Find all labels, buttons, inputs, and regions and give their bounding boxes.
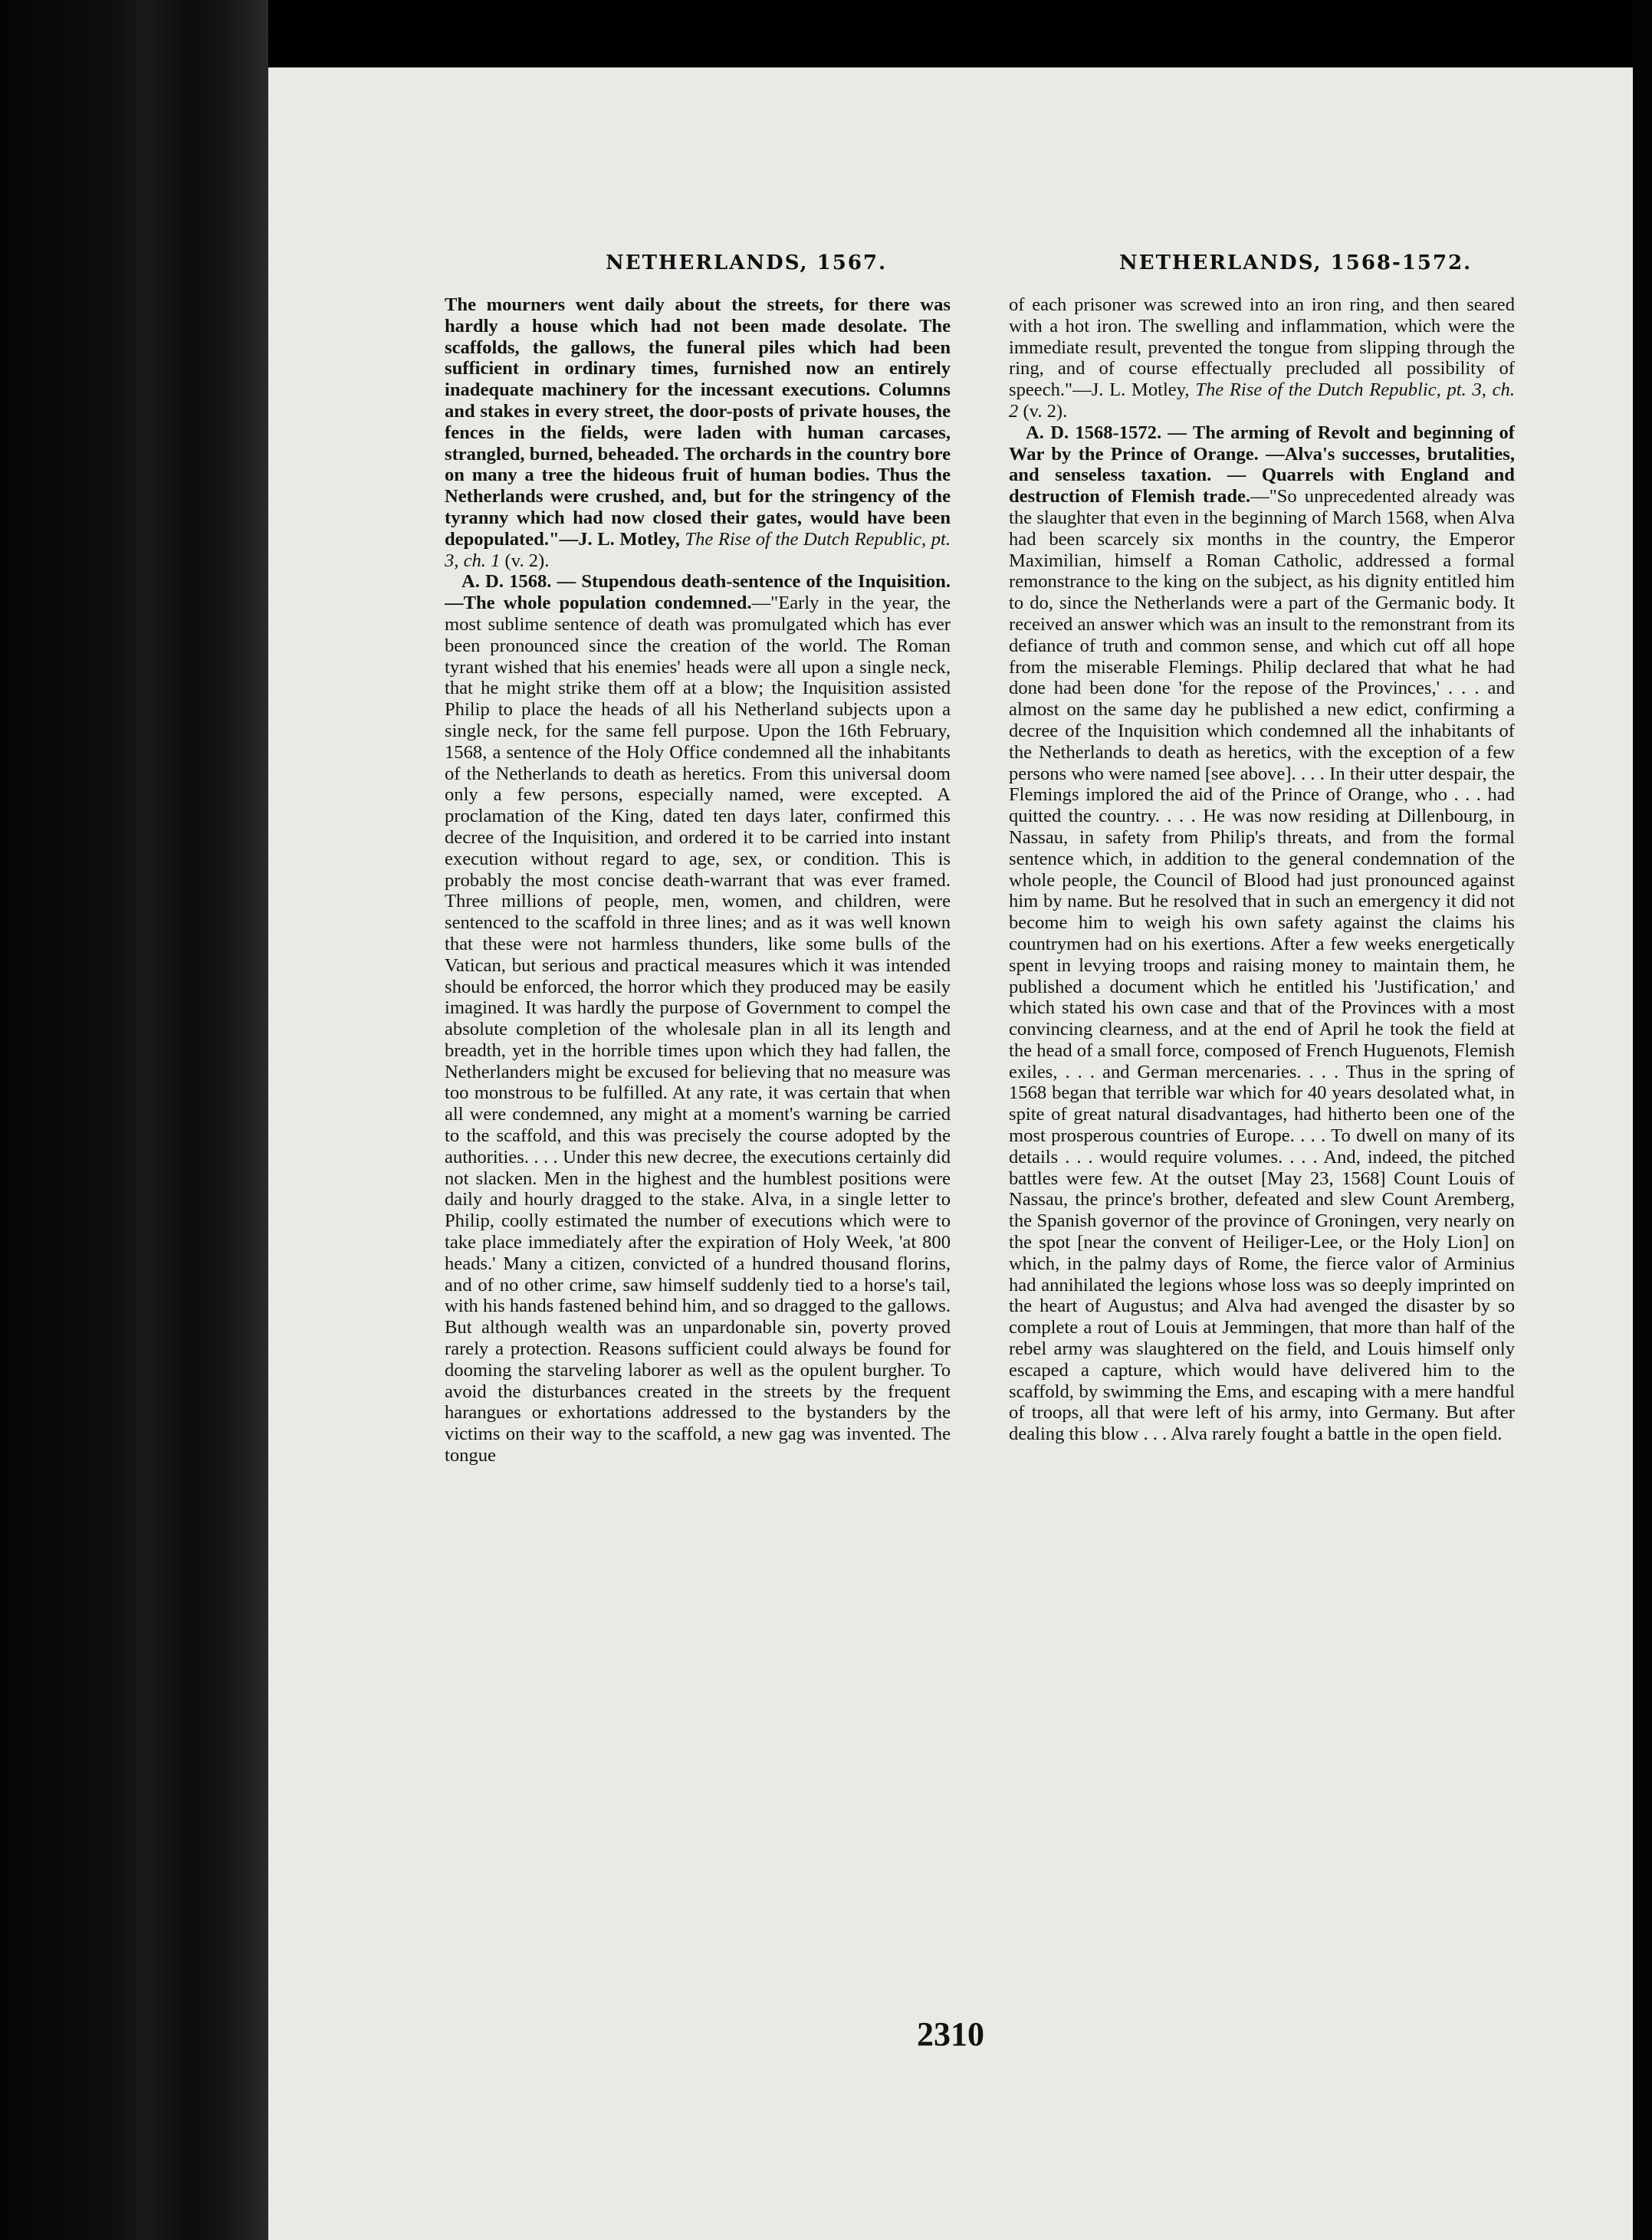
- entry-body: —"So unprecedented already was the slaughter that even in the beginning of March 1568, when Alva had been scarcely six months in the country, the Emperor Maximilian, himself a Roman Catholic, addressed a formal remonstrance to the king on the subject, as his dignity entitled him to do, since the Netherlands were a part of the Germanic body. It received an answer which was an insult to the remonstrant from its defiance of truth and common sense, and which cut off all hope from the miserable Flemings. Philip declared that what he had done had been done 'for the repose of the Provinces,' . . . and almost on the same day he published a new edict, confirming a decree of the Inquisition which condemned all the inhabitants of the Netherlands to death as heretics, with the exception of a few persons who were named [see above]. . . . In their utter despair, the Flemings implored the aid of the Prince of Orange, who . . . had quitted the country. . . . He was now residing at Dillenbourg, in Nassau, in safety from Philip's threats, and from the formal sentence which, in addition to the general condemnation of the whole people, the Council of Blood had just pronounced against him by name. But he resolved that in such an emergency it did not become him to weigh his own safety against the claims his countrymen had on his exertions. After a few weeks energetically spent in levying troops and raising money to maintain them, he published a document which he entitled his 'Justification,' and which stated his own case and that of the Provinces with a most convincing clearness, and at the end of April he took the field at the head of a small force, composed of French Huguenots, Flemish exiles, . . . and German mercenaries. . . . Thus in the spring of 1568 began that terrible war which for 40 years desolated what, in spite of great natural disadvantages, had hitherto been one of the most prosperous countries of Europe. . . . To dwell on many of its details . . . would require volumes. . . . And, indeed, the pitched battles were few. At the outset [May 23, 1568] Count Louis of Nassau, the prince's brother, defeated and slew Count Aremberg, the Spanish governor of the province of Groningen, very nearly on the spot [near the convent of Heiliger-Lee, or the Holy Lion] on which, in the palmy days of Rome, the fierce valor of Arminius had annihilated the legions whose loss was so deeply imprinted on the heart of Augustus; and Alva had avenged the disaster by so complete a rout of Louis at Jemmingen, that more than half of the rebel army was slaughtered on the field, and Louis himself only escaped a capture, which would have delivered him to the scaffold, by swimming the Ems, and escaping with a mere handful of troops, all that were left of his army, into Germany. But after dealing this blow . . . Alva rarely fought a battle in the open field.: [1009, 486, 1515, 1445]
- entry-paragraph: [445, 571, 951, 1466]
- entry-paragraph: [1009, 422, 1515, 1445]
- paragraph-continued: [445, 294, 951, 571]
- film-margin-right: [1633, 0, 1652, 2240]
- running-head-left: NETHERLANDS, 1567.: [606, 251, 888, 274]
- paragraph-text: The mourners went daily about the streets, for there was hardly a house which had not been made desolate. The scaffolds, the gallows, the funeral piles which had been sufficient in ordinary times, furnished now an entirely inadequate machinery for the incessant executions. Columns and stakes in every street, the door-posts of private houses, the fences in the fields, were laden with human carcases, strangled, burned, beheaded. The orchards in the country bore on many a tree the hideous fruit of human bodies. Thus the Netherlands were crushed, and, but for the stringency of the tyranny which had now closed their gates, would have been depopulated."—J. L. Motley,: [445, 294, 951, 550]
- paragraph-text: of each prisoner was screwed into an iron ring, and then seared with a hot iron. The swelling and inflammation, which were the immediate result, prevented the tongue from slipping through the ring, and of course effectually precluded all possibility of speech."—J. L. Motley,: [1009, 294, 1515, 401]
- paragraph-continued: [1009, 294, 1515, 422]
- citation-title: The Rise of the Dutch Republic, pt. 3, ch. 2: [1009, 379, 1515, 422]
- document-page: [268, 67, 1633, 2240]
- text-column-right: [1009, 294, 1515, 1998]
- running-head-right: NETHERLANDS, 1568-1572.: [1119, 251, 1473, 274]
- citation-volume: (v. 2).: [500, 550, 550, 571]
- entry-heading: A. D. 1568. — Stupendous death-sentence of the Inquisition.—The whole population condemned.: [445, 571, 951, 614]
- citation-volume: (v. 2).: [1018, 400, 1068, 422]
- entry-body: —"Early in the year, the most sublime sentence of death was promulgated which has ever been pronounced since the creation of the world. The Roman tyrant wished that his enemies' heads were all upon a single neck, that he might strike them off at a blow; the Inquisition assisted Philip to place the heads of all his Netherland subjects upon a single neck, for the same fell purpose. Upon the 16th February, 1568, a sentence of the Holy Office condemned all the inhabitants of the Netherlands to death as heretics. From this universal doom only a few persons, especially named, were excepted. A proclamation of the King, dated ten days later, confirmed this decree of the Inquisition, and ordered it to be carried into instant execution without regard to age, sex, or condition. This is probably the most concise death-warrant that was ever framed. Three millions of people, men, women, and children, were sentenced to the scaffold in three lines; and as it was well known that these were not harmless thunders, like some bulls of the Vatican, but serious and practical measures which it was intended should be enforced, the horror which they produced may be easily imagined. It was hardly the purpose of Government to compel the absolute completion of the wholesale plan in all its length and breadth, yet in the horrible times upon which they had fallen, the Netherlanders might be excused for believing that no measure was too monstrous to be fulfilled. At any rate, it was certain that when all were condemned, any might at a moment's warning be carried to the scaffold, and this was precisely the course adopted by the authorities. . . . Under this new decree, the executions certainly did not slacken. Men in the highest and the humblest positions were daily and hourly dragged to the stake. Alva, in a single letter to Philip, coolly estimated the number of executions which were to take place immediately after the expiration of Holy Week, 'at 800 heads.' Many a citizen, convicted of a hundred thousand florins, and of no other crime, saw himself suddenly tied to a horse's tail, with his hands fastened behind him, and so dragged to the gallows. But although wealth was an unpardonable sin, poverty proved rarely a protection. Reasons sufficient could always be found for dooming the starveling laborer as well as the opulent burgher. To avoid the disturbances created in the streets by the frequent harangues or exhortations addressed to the bystanders by the victims on their way to the scaffold, a new gag was invented. The tongue: [445, 593, 951, 1467]
- text-column-left: [445, 294, 951, 1998]
- citation-title: The Rise of the Dutch Republic, pt. 3, ch. 1: [445, 528, 951, 571]
- entry-heading: A. D. 1568-1572. — The arming of Revolt and beginning of War by the Prince of Orange. —Alva's successes, brutalities, and senseless taxation. — Quarrels with England and destruction of Flemish trade.: [1009, 422, 1515, 507]
- page-number: 2310: [917, 2015, 984, 2053]
- film-margin-left: [0, 0, 268, 2240]
